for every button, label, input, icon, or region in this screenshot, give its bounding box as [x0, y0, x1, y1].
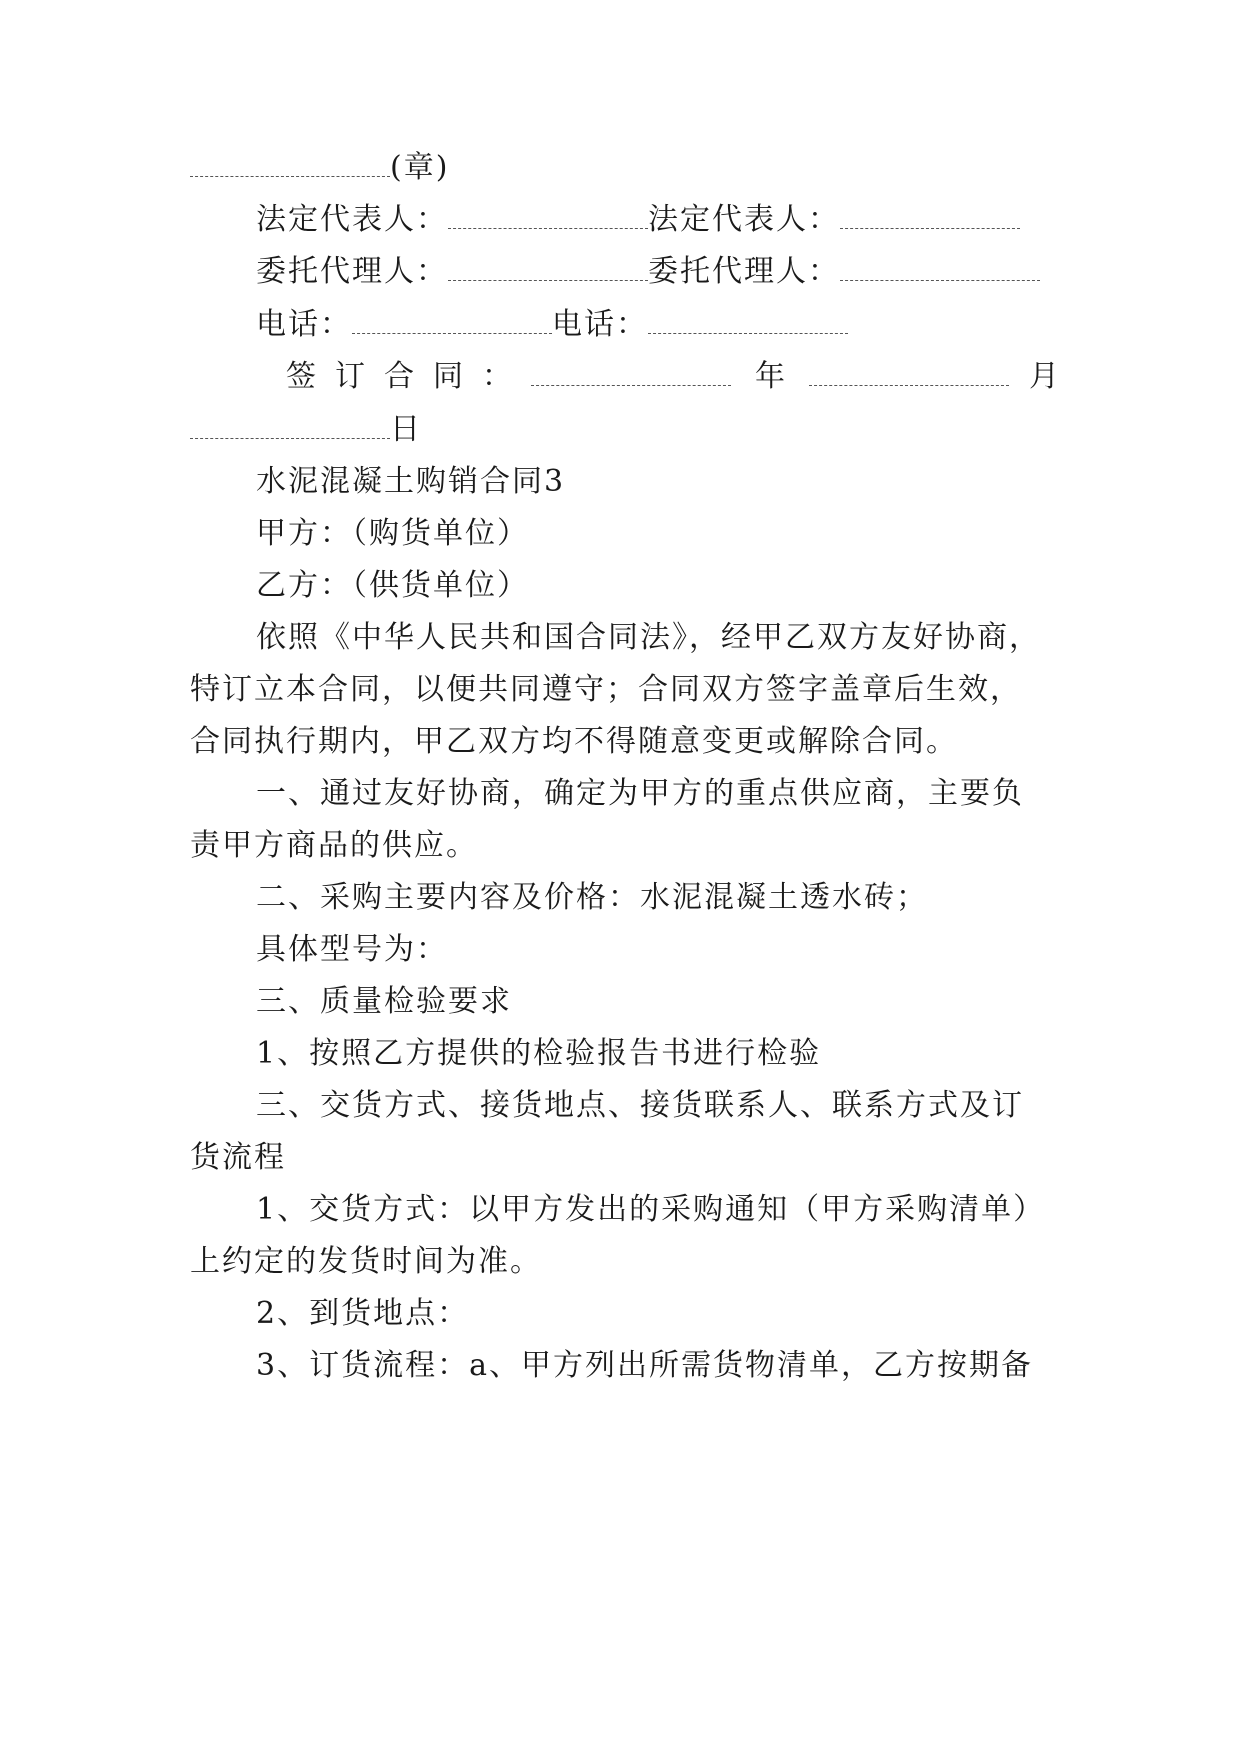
phone-blank-a[interactable]	[352, 307, 552, 334]
legal-rep-blank-a[interactable]	[448, 202, 648, 229]
sign-date-label: 签订合同：	[286, 359, 531, 394]
legal-rep-label-b: 法定代表人：	[648, 202, 840, 237]
phone-line	[256, 305, 848, 345]
model: 具体型号为：	[256, 932, 448, 967]
clause4-line-1: 三、交货方式、接货地点、接货联系人、联系方式及订	[256, 1088, 1024, 1123]
agent-label-b: 委托代理人：	[648, 254, 840, 289]
agent-line	[256, 252, 1040, 292]
phone-label-a: 电话：	[256, 307, 352, 342]
sign-date-line	[286, 357, 1059, 397]
preamble-line-1: 依照《中华人民共和国合同法》，经甲乙双方友好协商，	[256, 620, 1041, 655]
agent-blank-a[interactable]	[448, 254, 648, 281]
legal-rep-line	[256, 200, 1020, 240]
clause4-item3: 3、订货流程：a、甲方列出所需货物清单，乙方按期备	[256, 1348, 1033, 1383]
clause1-line-2: 责甲方商品的供应。	[190, 828, 478, 863]
legal-rep-blank-b[interactable]	[840, 202, 1020, 229]
year-label: 年	[755, 359, 785, 394]
preamble-line-3: 合同执行期内，甲乙双方均不得随意变更或解除合同。	[190, 724, 958, 759]
party-a: 甲方：（购货单位）	[256, 516, 529, 551]
contract-title: 水泥混凝土购销合同3	[256, 464, 566, 499]
clause4-item1-line-1: 1、交货方式：以甲方发出的采购通知（甲方采购清单）	[256, 1192, 1046, 1227]
party-b: 乙方：（供货单位）	[256, 568, 529, 603]
phone-blank-b[interactable]	[648, 307, 848, 334]
month-blank[interactable]	[809, 359, 1009, 386]
preamble-line-2: 特订立本合同，以便共同遵守；合同双方签字盖章后生效，	[190, 672, 1022, 707]
clause4-item2: 2、到货地点：	[256, 1296, 470, 1331]
seal-blank[interactable]	[190, 150, 390, 177]
clause4-item1-line-2: 上约定的发货时间为准。	[190, 1244, 542, 1279]
clause3-item1: 1、按照乙方提供的检验报告书进行检验	[256, 1036, 822, 1071]
agent-blank-b[interactable]	[840, 254, 1040, 281]
seal-label: (章)	[390, 150, 450, 185]
clause3: 三、质量检验要求	[256, 984, 512, 1019]
clause1-line-1: 一、通过友好协商，确定为甲方的重点供应商，主要负	[256, 776, 1024, 811]
clause4-line-2: 货流程	[190, 1140, 286, 1175]
phone-label-b: 电话：	[552, 307, 648, 342]
month-label: 月	[1029, 359, 1059, 394]
clause2: 二、采购主要内容及价格：水泥混凝土透水砖；	[256, 880, 928, 915]
day-blank[interactable]	[190, 412, 390, 439]
seal-line	[190, 148, 449, 188]
legal-rep-label-a: 法定代表人：	[256, 202, 448, 237]
day-label: 日	[390, 412, 422, 447]
year-blank[interactable]	[531, 359, 731, 386]
agent-label-a: 委托代理人：	[256, 254, 448, 289]
day-line	[190, 410, 422, 450]
